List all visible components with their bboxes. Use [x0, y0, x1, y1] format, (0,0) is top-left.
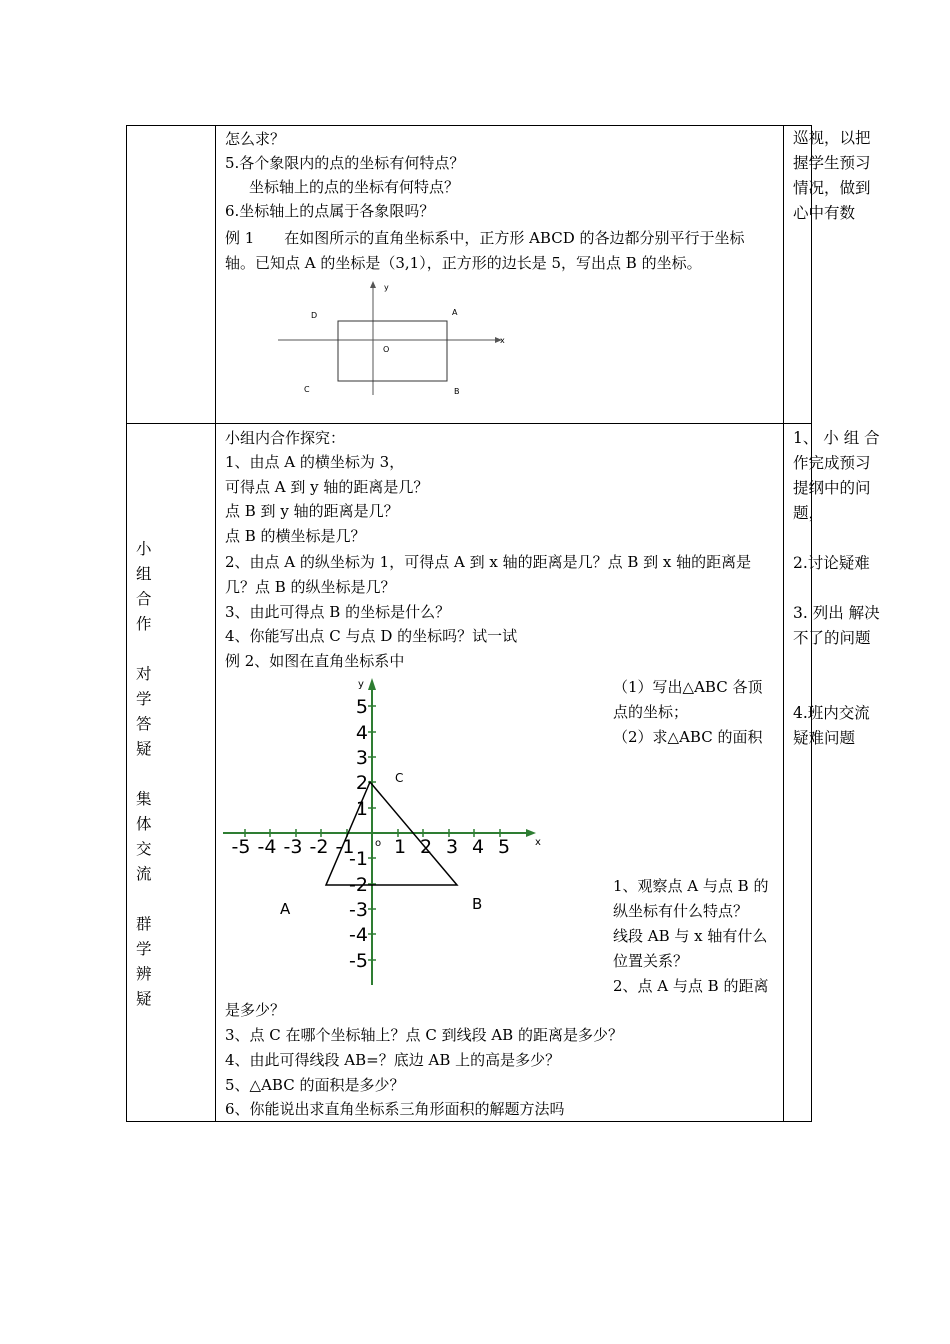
- example2-question-1b: 点的坐标；: [613, 703, 689, 721]
- section2-side-line-3: 提纲中的问: [793, 479, 871, 497]
- observe-line-2: 纵坐标有什么特点？: [613, 902, 749, 920]
- example2-question-1a: （1）写出△ABC 各顶: [613, 678, 763, 696]
- y-tick-label: 3: [355, 747, 368, 769]
- y-tick-label: 5: [355, 696, 368, 718]
- fig2-point-a: A: [280, 900, 291, 918]
- fig1-point-a: A: [452, 308, 458, 317]
- section1-line-3: 坐标轴上的点的坐标有何特点？: [249, 178, 460, 196]
- table-row-divider: [126, 423, 812, 424]
- stage-label-char: 学: [136, 940, 152, 958]
- stage-label-char: 小: [136, 540, 152, 558]
- y-tick-label: -5: [349, 950, 368, 972]
- fig1-point-c: C: [304, 385, 310, 394]
- section2-side-line-8: 4.班内交流: [793, 704, 870, 722]
- section1-line-1: 怎么求？: [225, 130, 286, 148]
- x-tick-label: -4: [257, 836, 277, 858]
- observe-line-3: 线段 AB 与 x 轴有什么: [613, 927, 768, 945]
- stage-label-char: 组: [136, 565, 152, 583]
- section1-line-2: 5.各个象限内的点的坐标有何特点？: [225, 154, 465, 172]
- bottom-line-4: 5、△ABC 的面积是多少？: [225, 1076, 405, 1094]
- observe-line-1: 1、观察点 A 与点 B 的: [613, 877, 769, 895]
- table-border-left: [126, 125, 127, 1122]
- example2-question-2: （2）求△ABC 的面积: [613, 728, 763, 746]
- section2-side-line-4: 题，: [793, 504, 825, 522]
- observe-line-4: 位置关系？: [613, 952, 689, 970]
- stage-label-char: 答: [136, 715, 152, 733]
- table-border-top: [126, 125, 812, 126]
- fig2-origin-label: o: [375, 838, 382, 849]
- section2-line-5: 点 B 的横坐标是几？: [225, 527, 366, 545]
- stage-label-char: 疑: [136, 740, 152, 758]
- y-tick-label: -1: [349, 848, 368, 870]
- stage-label-char: 学: [136, 690, 152, 708]
- table-column-divider-2: [783, 125, 784, 1122]
- fig2-point-c: C: [395, 771, 404, 785]
- example1-line-1: 例 1 在如图所示的直角坐标系中，正方形 ABCD 的各边都分别平行于坐标: [225, 229, 745, 247]
- stage-label-char: 体: [136, 815, 152, 833]
- stage-label-char: 流: [136, 865, 152, 883]
- section2-side-line-6: 3. 列出 解决: [793, 604, 880, 622]
- fig1-point-b: B: [454, 387, 460, 396]
- fig2-x-tick-labels: [232, 836, 511, 858]
- section2-side-line-9: 疑难问题: [793, 729, 856, 747]
- fig1-y-arrow-icon: [370, 281, 376, 288]
- x-tick-label: -3: [283, 836, 303, 858]
- table-column-divider-1: [215, 125, 216, 1122]
- example2-title: 例 2、如图在直角坐标系中: [225, 652, 405, 670]
- observe-line-5: 2、点 A 与点 B 的距离: [613, 977, 769, 995]
- x-tick-label: -5: [231, 836, 251, 858]
- bottom-line-3: 4、由此可得线段 AB=？底边 AB 上的高是多少？: [225, 1051, 561, 1069]
- x-tick-label: -1: [335, 836, 355, 858]
- section2-side-line-5: 2.讨论疑难: [793, 554, 870, 572]
- stage-label-char: 作: [136, 615, 152, 633]
- y-tick-label: -3: [349, 899, 368, 921]
- section2-line-7: 几？点 B 的纵坐标是几？: [225, 578, 396, 596]
- y-tick-label: -2: [349, 874, 368, 896]
- stage-label-char: 疑: [136, 990, 152, 1008]
- stage-label-char: 合: [136, 590, 152, 608]
- stage-label-char: 群: [136, 915, 152, 933]
- x-tick-label: -2: [309, 836, 329, 858]
- section2-side-line-7: 不了的问题: [793, 629, 871, 647]
- section1-line-4: 6.坐标轴上的点属于各象限吗？: [225, 202, 435, 220]
- table-border-bottom: [126, 1121, 812, 1122]
- stage-label-char: 集: [136, 790, 152, 808]
- stage-label-char: 交: [136, 840, 152, 858]
- fig2-x-label: x: [535, 837, 541, 848]
- fig2-y-arrow-icon: [368, 678, 376, 690]
- y-tick-label: 1: [355, 798, 368, 820]
- x-tick-label: 1: [393, 836, 407, 858]
- section2-line-9: 4、你能写出点 C 与点 D 的坐标吗？试一试: [225, 627, 518, 645]
- fig2-y-label: y: [358, 679, 364, 690]
- bottom-line-5: 6、你能说出求直角坐标系三角形面积的解题方法吗: [225, 1100, 565, 1118]
- fig2-x-arrow-icon: [526, 829, 536, 837]
- fig1-point-d: D: [311, 311, 318, 320]
- section2-line-4: 点 B 到 y 轴的距离是几？: [225, 502, 399, 520]
- x-tick-label: 4: [471, 836, 485, 858]
- section1-side-line-4: 心中有数: [793, 204, 856, 222]
- fig2-point-b: B: [472, 895, 483, 913]
- x-tick-label: 2: [419, 836, 433, 858]
- example1-line-2: 轴。已知点 A 的坐标是（3,1），正方形的边长是 5，写出点 B 的坐标。: [225, 254, 702, 272]
- section2-side-line-2: 作完成预习: [793, 454, 871, 472]
- y-tick-label: -4: [349, 924, 368, 946]
- section2-line-8: 3、由此可得点 B 的坐标是什么？: [225, 603, 451, 621]
- fig1-origin-label: O: [383, 345, 390, 354]
- section2-line-6: 2、由点 A 的纵坐标为 1，可得点 A 到 x 轴的距离是几？点 B 到 x 轴的距离是: [225, 553, 752, 571]
- figure-triangle-abc: [220, 670, 550, 988]
- section2-line-3: 可得点 A 到 y 轴的距离是几？: [225, 478, 429, 496]
- fig1-square: [338, 321, 447, 381]
- bottom-line-1: 是多少？: [225, 1001, 286, 1019]
- y-tick-label: 2: [355, 772, 368, 794]
- x-tick-label: 5: [497, 836, 511, 858]
- fig1-y-label: y: [384, 283, 389, 292]
- x-tick-label: 3: [445, 836, 459, 858]
- y-tick-label: 4: [355, 722, 368, 744]
- fig1-x-label: x: [500, 336, 505, 345]
- stage-label-char: 对: [136, 665, 152, 683]
- section2-line-1: 小组内合作探究：: [225, 429, 346, 447]
- figure-square-abcd: [270, 278, 520, 403]
- stage-label-char: 辨: [136, 965, 152, 983]
- section1-side-line-2: 握学生预习: [793, 154, 871, 172]
- section1-side-line-3: 情况，做到: [793, 179, 871, 197]
- section2-side-line-1: 1、 小 组 合: [793, 429, 880, 447]
- section2-line-2: 1、由点 A 的横坐标为 3，: [225, 453, 405, 471]
- section1-side-line-1: 巡视，以把: [793, 129, 871, 147]
- bottom-line-2: 3、点 C 在哪个坐标轴上？点 C 到线段 AB 的距离是多少？: [225, 1026, 623, 1044]
